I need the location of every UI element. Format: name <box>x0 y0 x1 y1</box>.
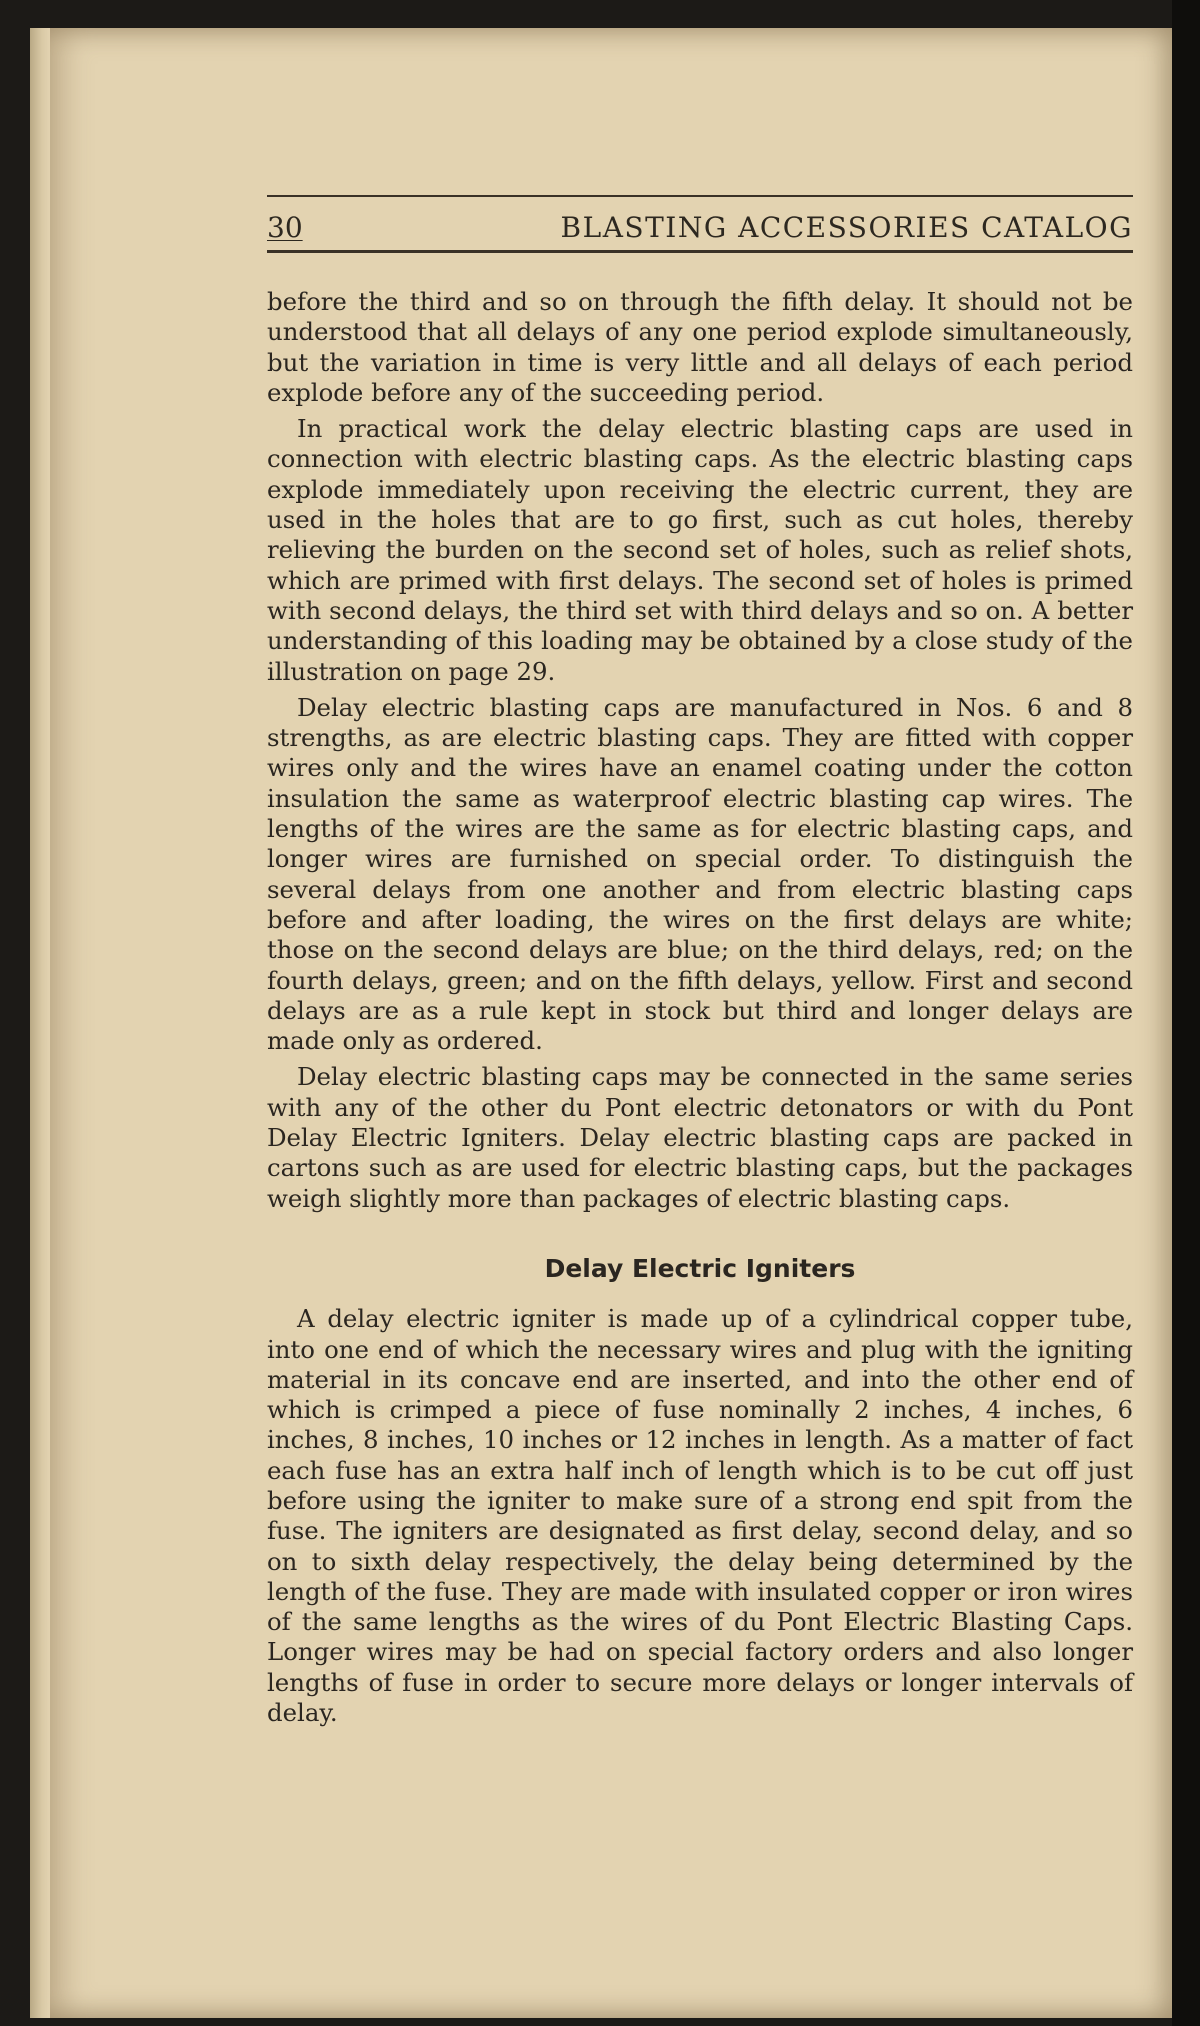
running-title: BLASTING ACCESSORIES CATALOG <box>560 211 1133 244</box>
body-text <box>267 287 1133 1734</box>
paragraph-connection: Delay electric blasting caps may be connected in the same series with any of the other du Pont electric detonators or with du Pont Delay Electric Igniters. Delay electric blasting caps are packed in cartons such as are used for electric blasting caps, but the packages weigh slightly more than packages of electric blasting caps. <box>267 1062 1133 1213</box>
page-header <box>267 195 1133 253</box>
facing-page-edge <box>1172 0 1200 2026</box>
paragraph-practical-work: In practical work the delay electric blasting caps are used in connection with electric blasting caps. As the electric blasting caps explode immediately upon receiving the electric current, they are used in the holes that are to go first, such as cut holes, thereby relieving the burden on the second set of holes, such as relief shots, which are primed with first delays. The second set of holes is primed with second delays, the third set with third delays and so on. A better understanding of this loading may be obtained by a close study of the illustration on page 29. <box>267 414 1133 686</box>
paragraph-igniter: A delay electric igniter is made up of a cylindrical copper tube, into one end of which the necessary wires and plug with the igniting material in its concave end are inserted, and into the other end of which is crimped a piece of fuse nominally 2 inches, 4 inches, 6 inches, 8 inches, 10 inches or 12 inches in length. As a matter of fact each fuse has an extra half inch of length which is to be cut off just before using the igniter to make sure of a strong end spit from the fuse. The igniters are designated as first delay, second delay, and so on to sixth delay respectively, the delay being determined by the length of the fuse. They are made with insulated copper or iron wires of the same lengths as the wires of du Pont Electric Blasting Caps. Longer wires may be had on special factory orders and also longer lengths of fuse in order to secure more delays or longer intervals of delay. <box>267 1304 1133 1728</box>
page-gutter <box>30 28 50 2018</box>
page-number: 30 <box>267 211 303 244</box>
paragraph-manufacture: Delay electric blasting caps are manufactured in Nos. 6 and 8 strengths, as are electric blasting caps. They are fitted with copper wires only and the wires have an enamel coating under the cotton insulation the same as waterproof electric blasting cap wires. The lengths of the wires are the same as for electric blasting caps, and longer wires are furnished on special order. To distinguish the several delays from one another and from electric blasting caps before and after loading, the wires on the first delays are white; those on the second delays are blue; on the third delays, red; on the fourth delays, green; and on the fifth delays, yellow. First and second delays are as a rule kept in stock but third and longer delays are made only as ordered. <box>267 692 1133 1056</box>
paragraph-continuation: before the third and so on through the fifth delay. It should not be understood that all delays of any one period explode simultaneously, but the variation in time is very little and all delays of each period explode before any of the succeeding period. <box>267 287 1133 407</box>
section-heading: Delay Electric Igniters <box>544 1253 856 1283</box>
